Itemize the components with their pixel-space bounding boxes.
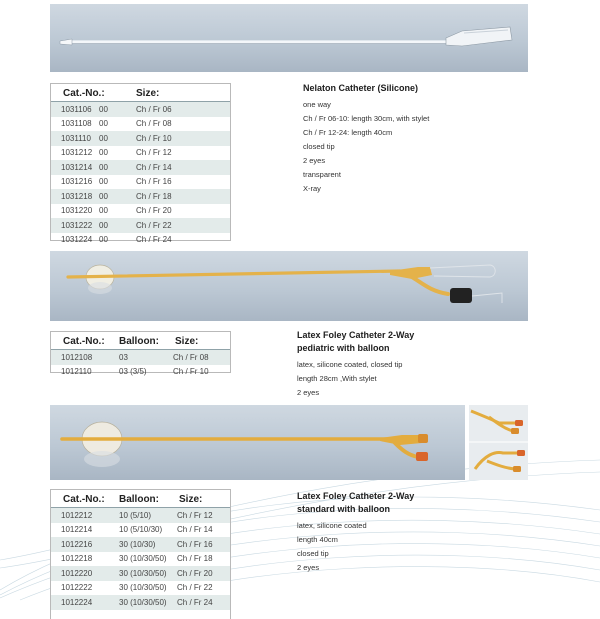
table-row bbox=[51, 508, 230, 523]
size-header: Size: bbox=[136, 88, 160, 99]
balloon-cell: 03 (3/5) bbox=[119, 367, 147, 377]
size-cell: Ch / Fr 08 bbox=[173, 352, 209, 362]
size-cell: Ch / Fr 22 bbox=[177, 583, 213, 593]
nelaton-catheter-description bbox=[303, 82, 583, 196]
description-line: 2 eyes bbox=[303, 156, 326, 165]
pediatric-foley-catheter-image bbox=[50, 251, 528, 321]
table-row bbox=[51, 595, 230, 610]
balloon-cell: 03 bbox=[119, 352, 128, 362]
description-line: 2 eyes bbox=[297, 388, 320, 397]
cat-no-header: Cat.-No.: bbox=[63, 336, 105, 347]
standard-foley-table bbox=[50, 489, 231, 619]
cat-no-cell: 1012222 bbox=[61, 583, 93, 593]
code-cell: 00 bbox=[99, 220, 108, 230]
description-line: latex, silicone coated bbox=[297, 521, 367, 530]
pediatric-foley-table bbox=[50, 331, 231, 377]
standard-foley-catheter-photo bbox=[50, 405, 465, 480]
description-line: closed tip bbox=[303, 142, 335, 151]
description-line: length 28cm ,With stylet bbox=[297, 374, 377, 383]
size-cell: Ch / Fr 20 bbox=[177, 568, 213, 578]
nelaton-catheter-photo bbox=[50, 4, 528, 72]
balloon-header: Balloon: bbox=[119, 336, 159, 347]
size-cell: Ch / Fr 12 bbox=[136, 148, 172, 158]
product-title-line-1: Latex Foley Catheter 2-Way bbox=[297, 330, 415, 340]
description-line: closed tip bbox=[297, 549, 329, 558]
table-header bbox=[51, 84, 230, 102]
balloon-cell: 10 (5/10) bbox=[119, 510, 152, 520]
table-row bbox=[51, 160, 230, 175]
size-cell: Ch / Fr 10 bbox=[173, 367, 209, 377]
product-title-line-1: Latex Foley Catheter 2-Way bbox=[297, 491, 415, 501]
balloon-cell: 30 (10/30/50) bbox=[119, 568, 167, 578]
table-row bbox=[51, 350, 230, 365]
cat-no-cell: 1031224 bbox=[61, 235, 93, 245]
cat-no-cell: 1031216 bbox=[61, 177, 93, 187]
cat-no-cell: 1012214 bbox=[61, 525, 93, 535]
cat-no-cell: 1031110 bbox=[61, 133, 91, 143]
cat-no-cell: 1012110 bbox=[61, 367, 92, 377]
description-line: Ch / Fr 06-10: length 30cm, with stylet bbox=[303, 114, 430, 123]
table-header bbox=[51, 490, 230, 508]
standard-foley-description bbox=[297, 490, 587, 575]
code-cell: 00 bbox=[99, 148, 108, 158]
size-cell: Ch / Fr 18 bbox=[177, 554, 213, 564]
product-title: Nelaton Catheter (Silicone) bbox=[303, 83, 419, 93]
cat-no-cell: 1031212 bbox=[61, 148, 93, 158]
size-cell: Ch / Fr 12 bbox=[177, 510, 213, 520]
table-row bbox=[51, 175, 230, 190]
table-row bbox=[51, 566, 230, 581]
code-cell: 00 bbox=[99, 104, 108, 114]
size-cell: Ch / Fr 24 bbox=[177, 597, 213, 607]
cat-no-cell: 1012216 bbox=[61, 539, 93, 549]
product-title-line-2: pediatric with balloon bbox=[297, 343, 390, 353]
description-line: one way bbox=[303, 100, 331, 109]
size-cell: Ch / Fr 16 bbox=[136, 177, 172, 187]
table-header bbox=[51, 332, 230, 350]
cat-no-header: Cat.-No.: bbox=[63, 88, 105, 99]
size-cell: Ch / Fr 10 bbox=[136, 133, 172, 143]
cat-no-cell: 1031222 bbox=[61, 220, 93, 230]
cat-no-cell: 1031218 bbox=[61, 191, 93, 201]
size-header: Size: bbox=[179, 494, 203, 505]
table-row bbox=[51, 189, 230, 204]
table-row bbox=[51, 102, 230, 117]
size-cell: Ch / Fr 18 bbox=[136, 191, 172, 201]
cat-no-cell: 1031214 bbox=[61, 162, 93, 172]
table-row bbox=[51, 552, 230, 567]
table-row bbox=[51, 218, 230, 233]
nelaton-catheter-table bbox=[50, 83, 231, 245]
size-cell: Ch / Fr 14 bbox=[136, 162, 172, 172]
description-line: X-ray bbox=[303, 184, 321, 193]
table-row bbox=[51, 537, 230, 552]
nelaton-catheter-image bbox=[50, 4, 528, 72]
code-cell: 00 bbox=[99, 162, 108, 172]
balloon-cell: 10 (5/10/30) bbox=[119, 525, 163, 535]
code-cell: 00 bbox=[99, 119, 108, 129]
table-row bbox=[51, 233, 230, 248]
cat-no-cell: 1031106 bbox=[61, 104, 92, 114]
cat-no-cell: 1012108 bbox=[61, 352, 93, 362]
table-row bbox=[51, 523, 230, 538]
foley-connector-detail-image bbox=[469, 405, 528, 480]
cat-no-cell: 1012212 bbox=[61, 510, 93, 520]
pediatric-foley-catheter-photo bbox=[50, 251, 528, 321]
cat-no-cell: 1031220 bbox=[61, 206, 93, 216]
cat-no-cell: 1012224 bbox=[61, 597, 93, 607]
cat-no-header: Cat.-No.: bbox=[63, 494, 105, 505]
product-title-line-2: standard with balloon bbox=[297, 504, 391, 514]
size-cell: Ch / Fr 16 bbox=[177, 539, 213, 549]
balloon-header: Balloon: bbox=[119, 494, 159, 505]
table-row bbox=[51, 581, 230, 596]
description-line: Ch / Fr 12-24: length 40cm bbox=[303, 128, 393, 137]
standard-foley-catheter-image bbox=[50, 405, 465, 480]
size-cell: Ch / Fr 06 bbox=[136, 104, 172, 114]
table-row bbox=[51, 146, 230, 161]
balloon-cell: 30 (10/30) bbox=[119, 539, 156, 549]
balloon-cell: 30 (10/30/50) bbox=[119, 597, 167, 607]
cat-no-cell: 1012220 bbox=[61, 568, 93, 578]
code-cell: 00 bbox=[99, 177, 108, 187]
description-line: transparent bbox=[303, 170, 341, 179]
code-cell: 00 bbox=[99, 191, 108, 201]
table-row bbox=[51, 204, 230, 219]
cat-no-cell: 1012218 bbox=[61, 554, 93, 564]
description-line: length 40cm bbox=[297, 535, 338, 544]
size-header: Size: bbox=[175, 336, 199, 347]
code-cell: 00 bbox=[99, 133, 108, 143]
description-line: latex, silicone coated, closed tip bbox=[297, 360, 403, 369]
size-cell: Ch / Fr 08 bbox=[136, 119, 172, 129]
product-title bbox=[297, 329, 587, 355]
code-cell: 00 bbox=[99, 206, 108, 216]
size-cell: Ch / Fr 24 bbox=[136, 235, 172, 245]
table-row bbox=[51, 131, 230, 146]
product-title bbox=[297, 490, 587, 516]
size-cell: Ch / Fr 20 bbox=[136, 206, 172, 216]
code-cell: 00 bbox=[99, 235, 108, 245]
pediatric-foley-description bbox=[297, 329, 587, 400]
balloon-cell: 30 (10/30/50) bbox=[119, 554, 167, 564]
description-line: 2 eyes bbox=[297, 563, 320, 572]
balloon-cell: 30 (10/30/50) bbox=[119, 583, 167, 593]
foley-connector-detail-photo bbox=[469, 405, 528, 480]
table-row bbox=[51, 117, 230, 132]
table-row bbox=[51, 365, 230, 380]
cat-no-cell: 1031108 bbox=[61, 119, 92, 129]
size-cell: Ch / Fr 22 bbox=[136, 220, 172, 230]
size-cell: Ch / Fr 14 bbox=[177, 525, 213, 535]
